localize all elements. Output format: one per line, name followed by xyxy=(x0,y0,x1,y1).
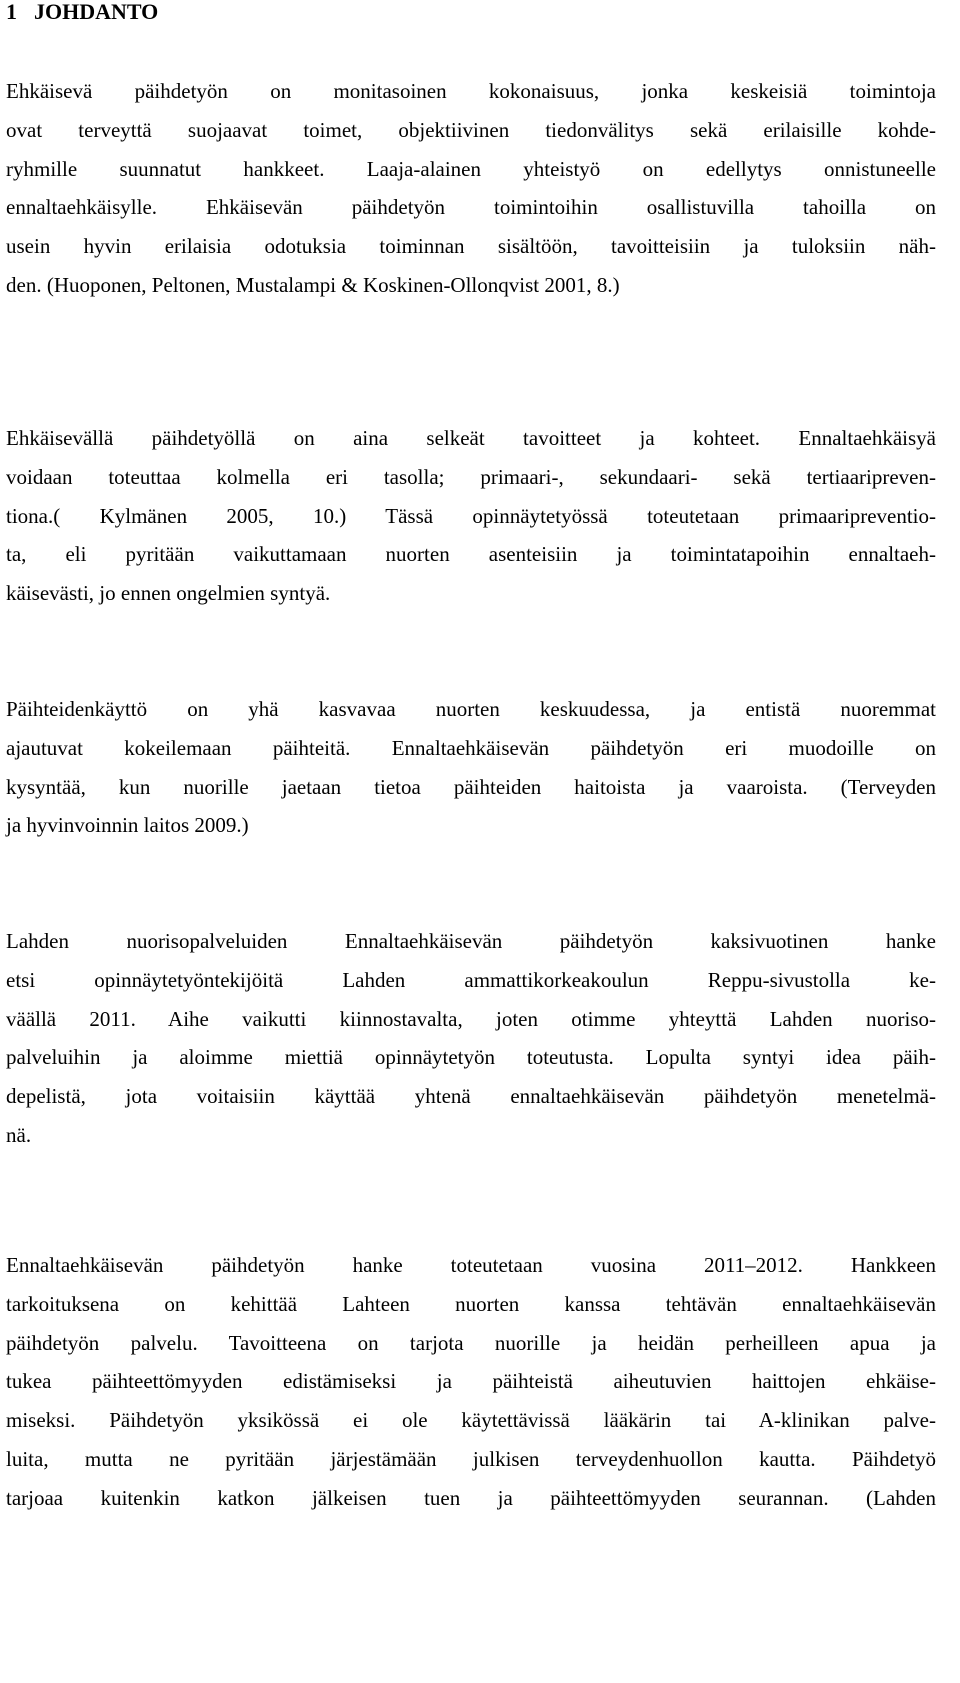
text-line: Ehkäisevällä päihdetyöllä on aina selkeät tavoitteet ja kohteet. Ennaltaehkäisyä xyxy=(6,426,936,450)
chapter-number: 1 xyxy=(6,0,17,24)
text-line: tarjoaa kuitenkin katkon jälkeisen tuen ja päihteettömyyden seurannan. (Lahden xyxy=(6,1485,936,1510)
text-line: kysyntää, kun nuorille jaetaan tietoa päihteiden haitoista ja vaaroista. (Terveyden xyxy=(6,774,936,799)
text-line: miseksi. Päihdetyön yksikössä ei ole käytettävissä lääkärin tai A-klinikan palve- xyxy=(6,1408,936,1433)
text-line: luita, mutta ne pyritään järjestämään julkisen terveydenhuollon kautta. Päihdetyö xyxy=(6,1446,936,1471)
text-line: ryhmille suunnatut hankkeet. Laaja-alainen yhteistyö on edellytys onnistuneelle xyxy=(6,156,936,181)
text-line: Lahden nuorisopalveluiden Ennaltaehkäisevän päihdetyön kaksivuotinen hanke xyxy=(6,929,936,953)
text-line: ovat terveyttä suojaavat toimet, objektiivinen tiedonvälitys sekä erilaisille kohde- xyxy=(6,117,936,142)
paragraph xyxy=(6,419,936,613)
paragraph xyxy=(6,690,936,845)
text-line: den. (Huoponen, Peltonen, Mustalampi & Koskinen-Ollonqvist 2001, 8.) xyxy=(6,272,620,297)
paragraph xyxy=(6,1246,936,1518)
text-line: tarkoituksena on kehittää Lahteen nuorten kanssa tehtävän ennaltaehkäisevän xyxy=(6,1291,936,1316)
text-line: nä. xyxy=(6,1122,32,1147)
document-page xyxy=(6,0,936,1510)
text-line: Ehkäisevä päihdetyön on monitasoinen kokonaisuus, jonka keskeisiä toimintoja xyxy=(6,79,936,103)
paragraph xyxy=(6,72,936,305)
text-line: depelistä, jota voitaisiin käyttää yhtenä ennaltaehkäisevän päihdetyön menetelmä- xyxy=(6,1084,936,1109)
text-line: palveluihin ja aloimme miettiä opinnäytetyön toteutusta. Lopulta syntyi idea päih- xyxy=(6,1045,936,1070)
text-line: tiona.( Kylmänen 2005, 10.) Tässä opinnäytetyössä toteutetaan primaaripreventio- xyxy=(6,503,936,528)
text-line: käisevästi, jo ennen ongelmien syntyä. xyxy=(6,581,331,606)
text-line: ajautuvat kokeilemaan päihteitä. Ennaltaehkäisevän päihdetyön eri muodoille on xyxy=(6,735,936,760)
text-line: ennaltaehkäisylle. Ehkäisevän päihdetyön toimintoihin osallistuvilla tahoilla on xyxy=(6,195,936,220)
text-line: etsi opinnäytetyöntekijöitä Lahden ammattikorkeakoulun Reppu-sivustolla ke- xyxy=(6,967,936,992)
text-line: usein hyvin erilaisia odotuksia toiminnan sisältöön, tavoitteisiin ja tuloksiin näh- xyxy=(6,234,936,259)
chapter-heading xyxy=(6,0,936,24)
text-line: tukea päihteettömyyden edistämiseksi ja päihteistä aiheutuvien haittojen ehkäise- xyxy=(6,1369,936,1394)
chapter-title: JOHDANTO xyxy=(34,0,159,24)
text-line: päihdetyön palvelu. Tavoitteena on tarjota nuorille ja heidän perheilleen apua ja xyxy=(6,1330,936,1355)
text-line: ja hyvinvoinnin laitos 2009.) xyxy=(6,813,249,838)
text-line: ta, eli pyritään vaikuttamaan nuorten asenteisiin ja toimintatapoihin ennaltaeh- xyxy=(6,542,936,567)
text-line: väällä 2011. Aihe vaikutti kiinnostavalta, joten otimme yhteyttä Lahden nuoriso- xyxy=(6,1006,936,1031)
text-line: Päihteidenkäyttö on yhä kasvavaa nuorten keskuudessa, ja entistä nuoremmat xyxy=(6,697,936,721)
text-line: voidaan toteuttaa kolmella eri tasolla; primaari-, sekundaari- sekä tertiaaripreven- xyxy=(6,464,936,489)
paragraph xyxy=(6,922,936,1155)
text-line: Ennaltaehkäisevän päihdetyön hanke toteutetaan vuosina 2011–2012. Hankkeen xyxy=(6,1253,936,1277)
